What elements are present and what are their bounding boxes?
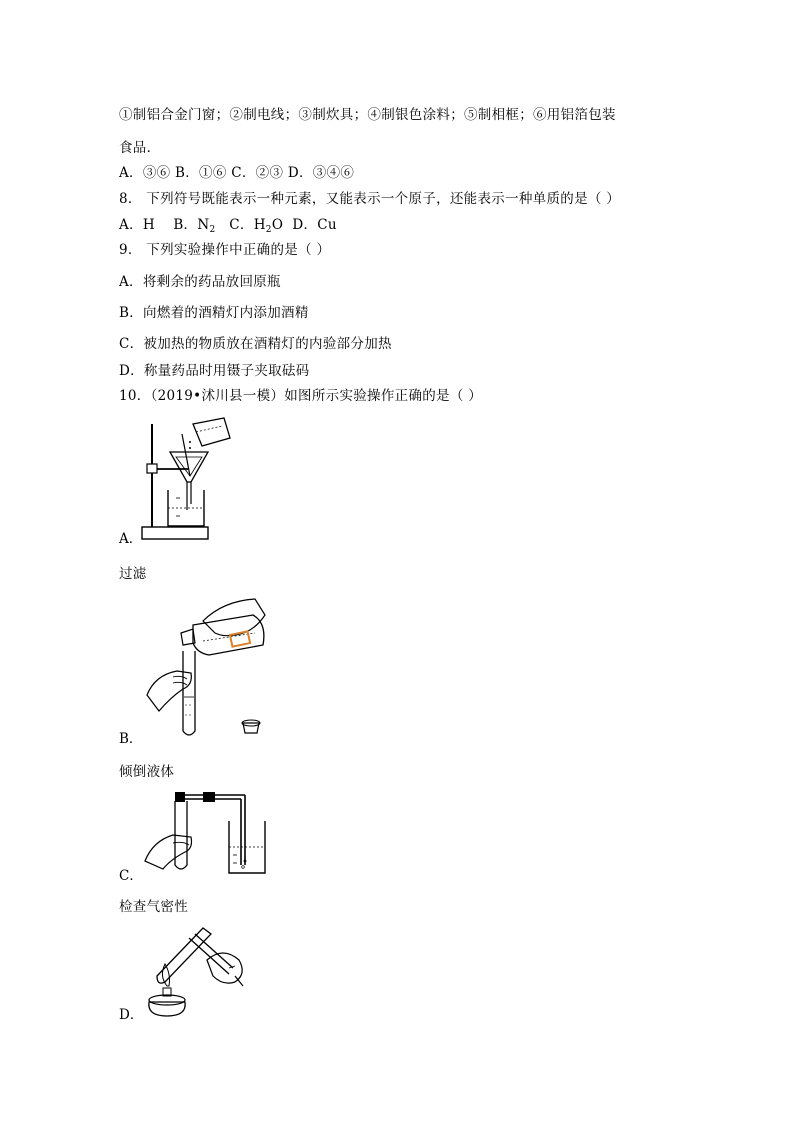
pouring-liquid-figure: [143, 593, 273, 743]
heating-test-tube-figure: [143, 920, 253, 1020]
q10-option-a-caption: 过滤: [119, 566, 147, 582]
q10-option-b-caption: 倾倒液体: [119, 764, 175, 780]
q10-option-b-letter: B．: [119, 731, 143, 747]
airtightness-check-figure: [143, 785, 273, 880]
q10-option-a-letter: A．: [119, 531, 143, 547]
q10-option-d-letter: D．: [119, 1007, 144, 1023]
q10-option-c-caption: 检查气密性: [119, 899, 188, 915]
filtration-figure: [138, 412, 238, 542]
q8-option-c: C．$H_2O$: [229, 217, 284, 235]
q9-option-b: B．向燃着的酒精灯内添加酒精: [119, 305, 309, 321]
q9-stem: 9． 下列实验操作中正确的是（ ）: [119, 242, 331, 258]
q10-option-c-letter: C．: [119, 868, 143, 884]
q10-stem: 10．（2019•沭川县一模）如图所示实验操作正确的是（ ）: [119, 388, 483, 404]
q8-option-a: A．H: [119, 217, 155, 233]
q8-option-b: B．$N_2$: [173, 217, 216, 235]
q8-options: [119, 213, 337, 235]
q7-options: A．③⑥ B．①⑥ C．②③ D．③④⑥: [119, 165, 355, 181]
q8-option-d: D．Cu: [292, 217, 337, 233]
q9-option-d: D．称量药品时用镊子夹取砝码: [119, 363, 310, 379]
q7-line1: ①制铝合金门窗；②制电线；③制炊具；④制银色涂料；⑤制相框；⑥用铝箔包装: [119, 107, 616, 123]
q9-option-a: A．将剩余的药品放回原瓶: [119, 274, 281, 290]
q7-line2: 食品．: [119, 140, 161, 156]
q8-stem: 8． 下列符号既能表示一种元素，又能表示一个原子，还能表示一种单质的是（ ）: [119, 191, 621, 207]
q9-option-c: C．被加热的物质放在酒精灯的内验部分加热: [119, 336, 392, 352]
